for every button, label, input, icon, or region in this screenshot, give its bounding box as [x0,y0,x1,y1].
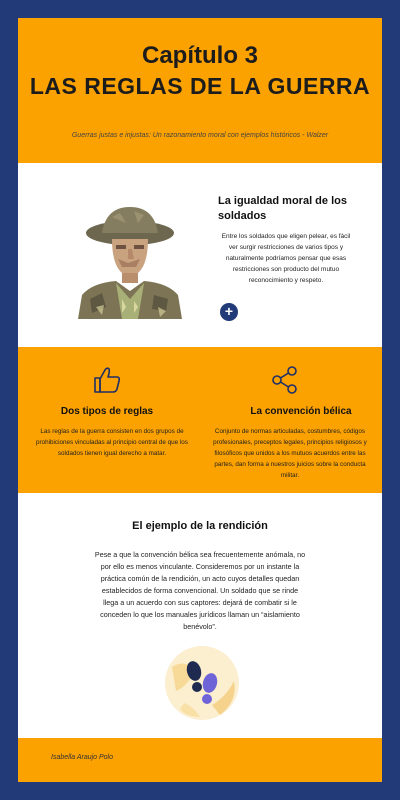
page-title: LAS REGLAS DE LA GUERRA [29,73,371,99]
author-name: Isabella Araujo Polo [51,754,114,761]
equality-heading: La igualdad moral de los soldados [218,195,347,222]
surrender-body: Pese a que la convención bélica sea frecuentemente anómala, no por ello es menos vinculante. Consideremos por un instante la práctica común de la rendición, un acto cuyos detalles quedan establecidos de forma convencional. Un soldado que se rinde llega a un acuerdo con sus captores: dejará de combatir si le conceden lo que los manuales jurídicos llaman un “aislamiento benévolo”. [94,550,306,631]
surrender-section [18,493,382,738]
surrender-heading: El ejemplo de la rendición [132,520,268,532]
thumbs-up-icon [92,365,122,395]
header-band [18,18,382,163]
chapter-label: Capítulo 3 [141,42,258,69]
soldier-illustration [72,203,188,319]
more-info-button[interactable]: + [220,303,238,321]
war-convention-heading: La convención bélica [250,406,352,417]
footsteps-icon [164,645,240,721]
equality-section [18,163,382,347]
infographic-page [18,18,382,782]
rules-types-heading: Dos tipos de reglas [60,406,154,417]
page-subtitle: Guerras justas e injustas: Un razonamiento moral con ejemplos históricos - Walzer [71,132,329,139]
equality-body: Entre los soldados que eligen pelear, es fácil ver surgir restricciones de varios tipos y naturalmente podríamos pensar que esas restricciones son producto del mutuo reconocimiento y respeto. [221,233,351,284]
rules-section [18,347,382,493]
footer-band [18,738,382,782]
war-convention-body: Conjunto de normas articuladas, costumbres, códigos profesionales, preceptos legales, principios religiosos y filosóficos que unidos a los mutuos acuerdos entre las partes, dan forma a nuestros juicios sobre la conducta militar. [213,428,367,479]
rules-types-body: Las reglas de la guerra consisten en dos grupos de prohibiciones vinculadas al principio central de que los soldados tienen igual derecho a matar. [36,428,188,457]
share-icon [270,365,300,395]
